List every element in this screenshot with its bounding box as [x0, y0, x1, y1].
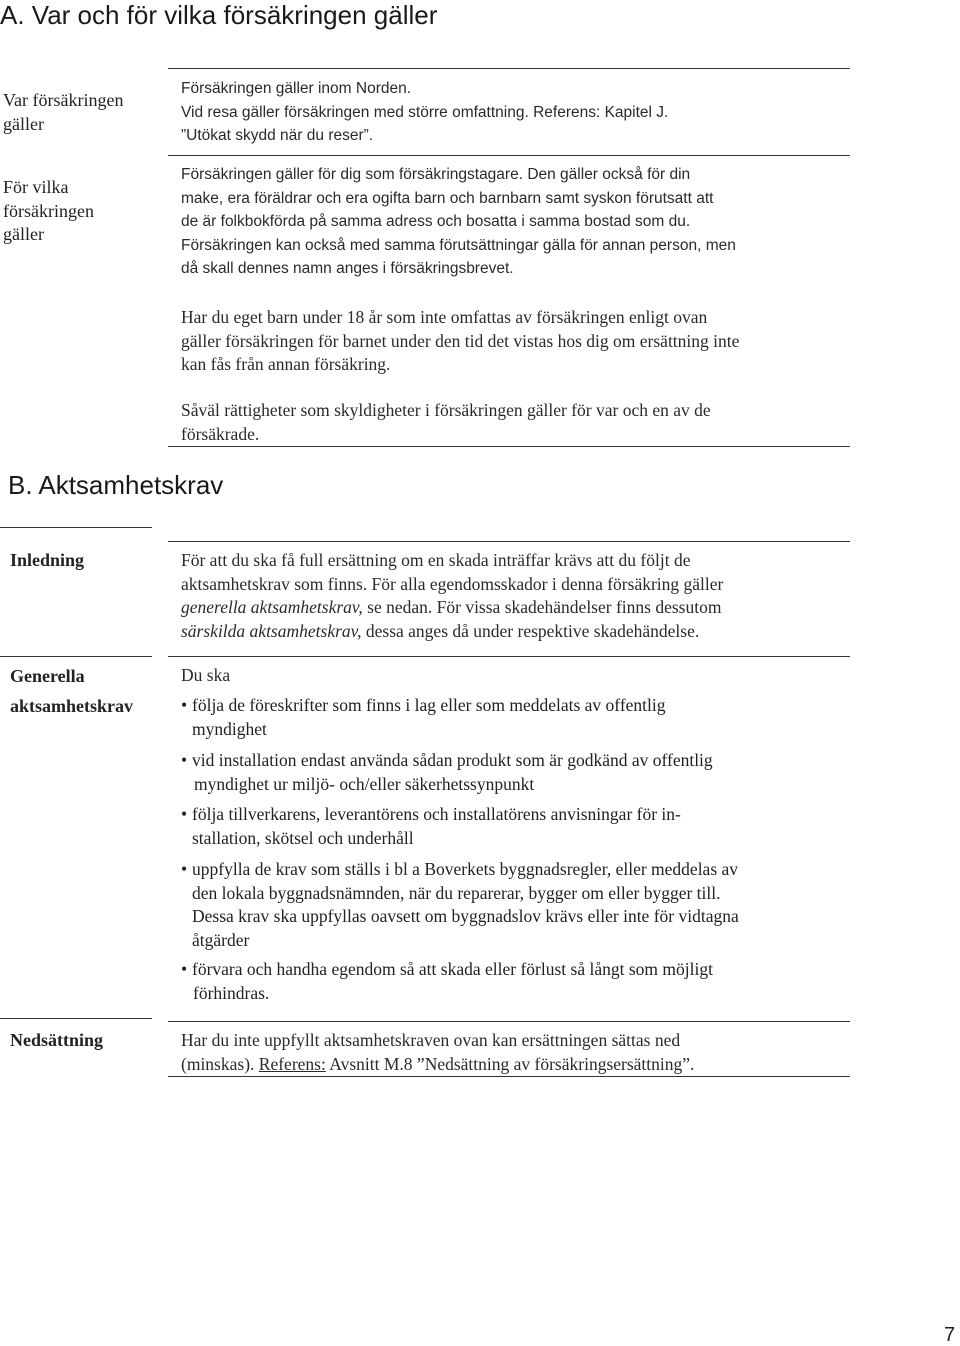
- where-text: Försäkringen gäller inom Norden. Vid resa gäller försäkringen med större omfattning. Referens: Kapitel J. ”Utökat skydd när du reser”.: [181, 80, 669, 144]
- nedsattning-line-2: (minskas). Referens: Avsnitt M.8 ”Nedsättning av försäkringsersättning”.: [181, 1053, 695, 1074]
- divider: [168, 1021, 850, 1022]
- page-number: 7: [944, 1324, 956, 1346]
- divider: [0, 656, 152, 657]
- bullet-symbol: •: [181, 695, 188, 715]
- for-whom-paragraph-2: Har du eget barn under 18 år som inte omfattas av försäkringen enligt ovan gäller försäkringen för barnet under den tid det vistas hos dig om ersättning inte kan fås från annan försäkring.: [181, 307, 740, 374]
- for-whom-paragraph-1: Försäkringen gäller för dig som försäkringstagare. Den gäller också för din make, era föräldrar och era ogifta barn och barnbarn samt syskon förutsatt att de är folkbokförda på samma adress och bosatta i samma bostad som du. Försäkringen kan också med samma förutsättningar gälla för annan person, men då skall dennes namn anges i försäkringsbrevet.: [181, 166, 736, 277]
- for-whom-paragraph-3: Såväl rättigheter som skyldigheter i försäkringen gäller för var och en av de försäkrade.: [181, 400, 711, 444]
- divider: [168, 656, 850, 657]
- reference-link[interactable]: Referens:: [258, 1053, 326, 1074]
- bullet-symbol: •: [181, 859, 188, 879]
- section-a-title: A. Var och för vilka försäkringen gäller: [0, 0, 438, 30]
- label-inledning: Inledning: [10, 550, 85, 570]
- bullet-symbol: •: [181, 959, 188, 979]
- divider: [168, 541, 850, 542]
- generella-intro: Du ska: [181, 665, 231, 685]
- label-for-vilka-forsakringen-galler: För vilka försäkringen gäller: [3, 177, 94, 244]
- bullet-symbol: •: [181, 804, 188, 824]
- inledning-line-4: särskilda aktsamhetskrav, dessa anges då under respektive skadehändelse.: [181, 620, 700, 641]
- nedsattning-text: Har du inte uppfyllt aktsamhetskraven ovan kan ersättningen sättas ned (minskas). Referens: Avsnitt M.8 ”Nedsättning av försäkringsersättning”.: [181, 1029, 861, 1076]
- divider: [168, 68, 850, 69]
- section-b-title: B. Aktsamhetskrav: [8, 470, 224, 500]
- label-var-forsakringen-galler: Var försäkringen gäller: [3, 90, 124, 134]
- divider: [168, 1076, 850, 1077]
- divider: [0, 1018, 152, 1019]
- bullet-symbol: •: [181, 750, 188, 770]
- label-nedsattning: Nedsättning: [10, 1030, 104, 1050]
- inledning-line-3: generella aktsamhetskrav, se nedan. För vissa skadehändelser finns dessutom: [181, 597, 722, 617]
- inledning-text: För att du ska få full ersättning om en skada inträffar krävs att du följt de aktsamhetskrav som finns. För alla egendomsskador i denna försäkring gäller generella aktsamhetskrav, se nedan. För vissa skadehändelser finns dessutom särskilda aktsamhetskrav, dessa anges då under respektive skadehändelse.: [181, 549, 861, 643]
- divider: [0, 527, 152, 528]
- divider: [168, 446, 850, 447]
- divider: [168, 155, 850, 156]
- label-generella-aktsamhetskrav: Generella aktsamhetskrav: [10, 666, 134, 716]
